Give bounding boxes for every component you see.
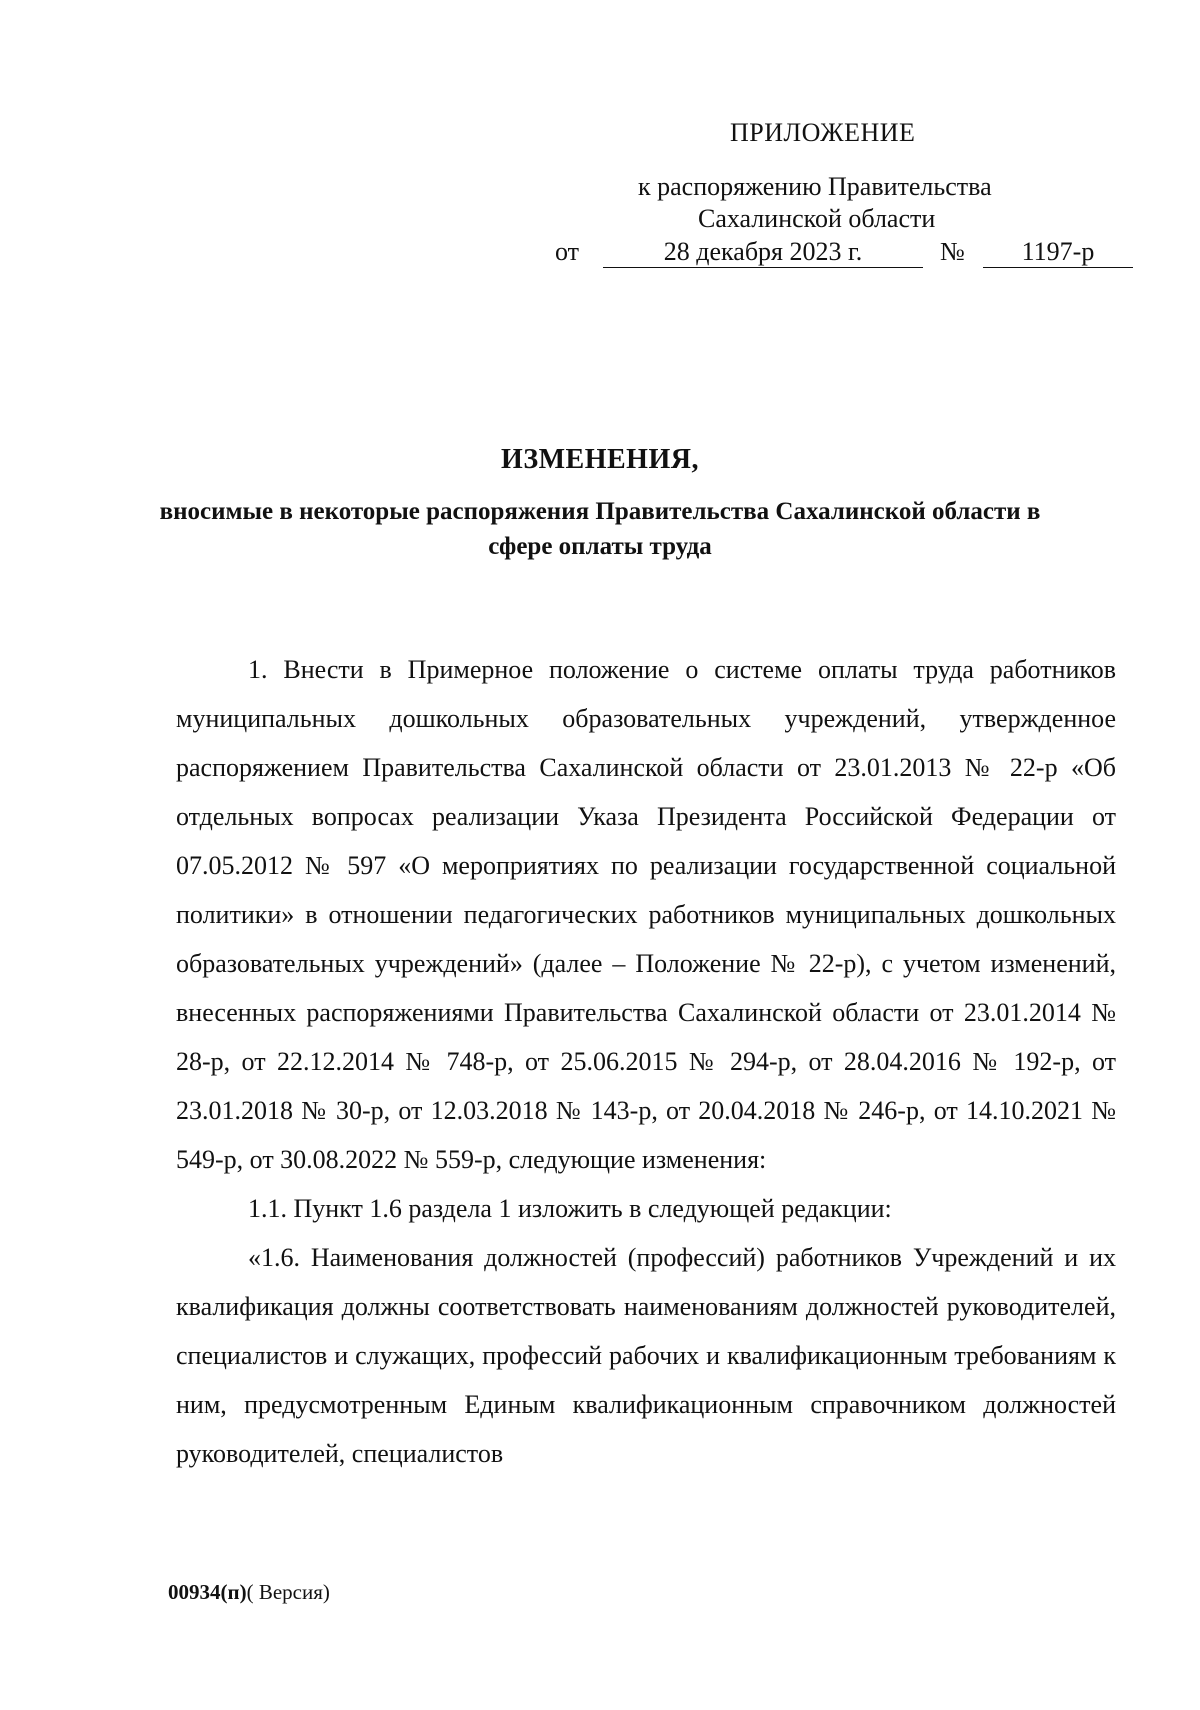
appendix-line-2: Сахалинской области xyxy=(698,204,936,233)
document-body xyxy=(176,645,1116,1478)
paragraph-1-6: «1.6. Наименования должностей (профессий) работников Учреждений и их квалификация должны соответствовать наименованиям должностей руководителей, специалистов и служащих, профессий рабочих и квалификационным требованиям к ним, предусмотренным Единым квалификационным справочником должностей руководителей, специалистов xyxy=(176,1243,1116,1468)
document-heading xyxy=(150,444,1050,564)
document-footer xyxy=(168,1580,330,1605)
from-label: от xyxy=(555,237,580,266)
paragraph-1: 1. Внести в Примерное положение о системе оплаты труда работников муниципальных дошкольных образовательных учреждений, утвержденное распоряжением Правительства Сахалинской области от 23.01.2013 № 22-р «Об отдельных вопросах реализации Указа Президента Российской Федерации от 07.05.2012 № 597 «О мероприятиях по реализации государственной социальной политики» в отношении педагогических работников муниципальных дошкольных образовательных учреждений» (далее – Положение № 22-р), с учетом изменений, внесенных распоряжениями Правительства Сахалинской области от 23.01.2014 № 28-р, от 22.12.2014 № 748-р, от 25.06.2015 № 294-р, от 28.04.2016 № 192-р, от 23.01.2018 № 30-р, от 12.03.2018 № 143-р, от 20.04.2018 № 246-р, от 14.10.2021 № 549-р, от 30.08.2022 № 559-р, следующие изменения: xyxy=(176,655,1116,1174)
appendix-line-1: к распоряжению Правительства xyxy=(638,172,992,201)
heading-main: ИЗМЕНЕНИЯ, xyxy=(501,444,699,475)
order-date: 28 декабря 2023 г. xyxy=(603,237,923,268)
paragraph-1-1: 1.1. Пункт 1.6 раздела 1 изложить в следующей редакции: xyxy=(248,1194,892,1223)
footer-version: ( Версия) xyxy=(246,1580,330,1604)
footer-code: 00934(п) xyxy=(168,1580,247,1604)
appendix-title: ПРИЛОЖЕНИЕ xyxy=(730,118,916,147)
number-sign: № xyxy=(940,237,965,266)
heading-subtitle: вносимые в некоторые распоряжения Правительства Сахалинской области в сфере оплаты труда xyxy=(159,498,1041,560)
order-number: 1197-р xyxy=(983,237,1133,268)
appendix-date-number-line xyxy=(555,237,1095,269)
